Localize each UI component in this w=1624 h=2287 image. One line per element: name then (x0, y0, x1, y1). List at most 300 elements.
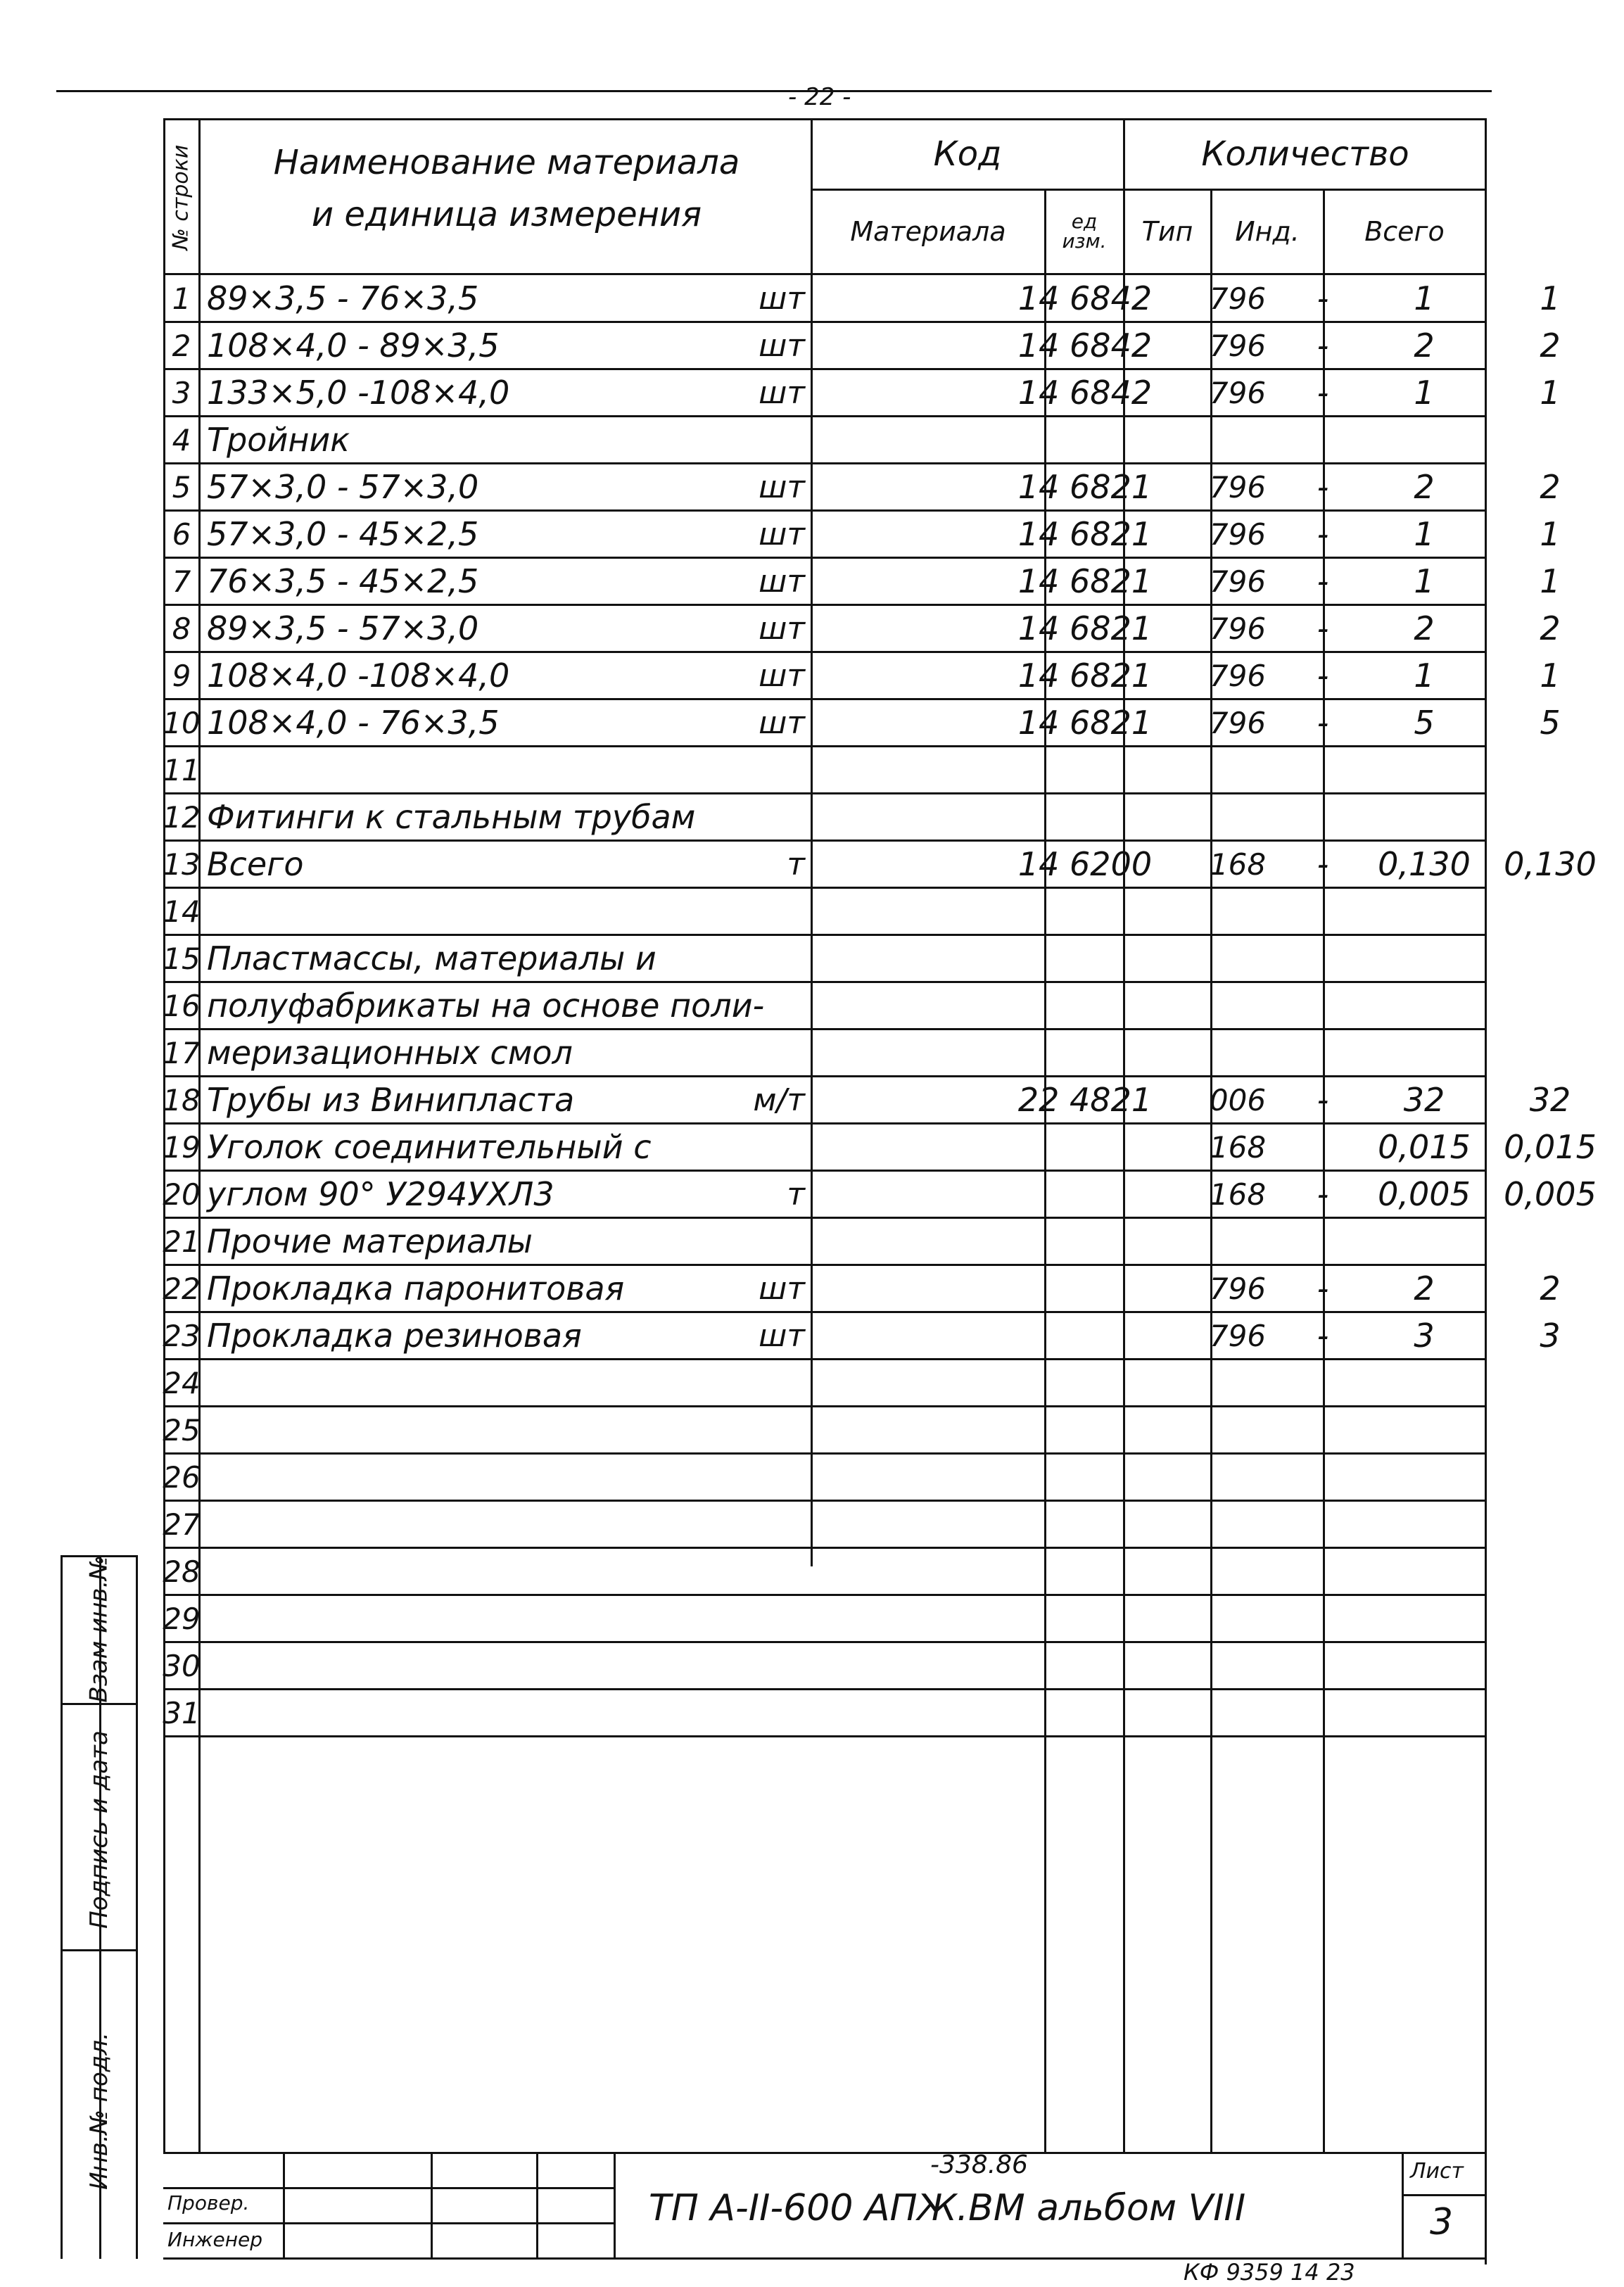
table-row (163, 653, 1561, 700)
checked-label: Провер. (167, 2191, 250, 2215)
material-name: 57×3,0 - 57×3,0 (207, 468, 479, 506)
total-qty: 5 (1540, 704, 1561, 742)
table-row (163, 1313, 1561, 1360)
ind-qty (1368, 1360, 1480, 1405)
type-qty: - (1317, 562, 1329, 600)
unit (712, 1455, 805, 1500)
material-code: 14 6842 (1017, 327, 1153, 365)
material-name: 89×3,5 - 57×3,0 (207, 609, 479, 647)
material-name: 133×5,0 -108×4,0 (207, 374, 510, 412)
table-top-border (163, 118, 1487, 120)
ind-qty: 1 (1414, 657, 1435, 695)
material-name (207, 1407, 960, 1452)
row-number: 1 (172, 281, 191, 316)
row-number: 29 (163, 1601, 201, 1636)
unit-code (1199, 747, 1276, 792)
material-code: 14 6200 (1017, 845, 1153, 883)
material-name: 89×3,5 - 76×3,5 (207, 279, 479, 317)
unit-code: 796 (1209, 375, 1267, 410)
engineer-label: Инженер (167, 2228, 263, 2251)
material-code: 14 6842 (1017, 279, 1153, 317)
type-qty (1281, 1125, 1365, 1170)
unit-code (1199, 794, 1276, 840)
unit-code (1199, 983, 1276, 1028)
row-number: 5 (172, 469, 191, 505)
total-qty: 1 (1540, 657, 1561, 695)
ind-qty: 2 (1414, 468, 1435, 506)
row-number-header: № строки (168, 144, 194, 250)
material-name: 76×3,5 - 45×2,5 (207, 562, 479, 600)
unit: шт (759, 1270, 805, 1307)
total-qty (1476, 1407, 1624, 1452)
ind-qty (1368, 1219, 1480, 1264)
ind-qty: 32 (1403, 1081, 1445, 1119)
ind-qty: 0,005 (1378, 1175, 1471, 1213)
total-qty (1476, 1596, 1624, 1641)
ind-qty: 1 (1414, 515, 1435, 553)
ind-qty (1368, 936, 1480, 981)
material-name: Трубы из Винипласта (207, 1081, 575, 1119)
unit (712, 747, 805, 792)
material-code (974, 1643, 1196, 1688)
row-number: 3 (172, 375, 191, 410)
type-qty (1281, 1407, 1365, 1452)
material-code (974, 1360, 1196, 1405)
unit: шт (759, 657, 805, 694)
table-row (163, 606, 1561, 653)
table-row (163, 1172, 1597, 1219)
unit-code (1199, 1030, 1276, 1075)
unit (712, 794, 805, 840)
material-code (974, 1313, 1196, 1358)
unit-code (1199, 417, 1276, 462)
ind-qty (1368, 417, 1480, 462)
material-name: полуфабрикаты на основе поли- (207, 987, 765, 1025)
unit: шт (759, 563, 805, 600)
unit-code (1199, 1455, 1276, 1500)
material-name: 108×4,0 -108×4,0 (207, 657, 510, 695)
material-name: 57×3,0 - 45×2,5 (207, 515, 479, 553)
row-number: 4 (172, 422, 191, 457)
type-qty: - (1317, 327, 1329, 365)
row-number: 31 (163, 1695, 201, 1730)
row-number: 12 (163, 799, 201, 835)
name-header-line2: и единица измерения (311, 195, 702, 234)
material-code (974, 1172, 1196, 1217)
table-row (163, 1643, 1486, 1690)
type-qty: - (1317, 845, 1329, 883)
unit: шт (759, 610, 805, 647)
material-code (974, 1407, 1196, 1452)
total-qty (1476, 889, 1624, 934)
total-qty: 1 (1540, 279, 1561, 317)
type-header: Тип (1141, 216, 1193, 247)
type-qty: - (1317, 1317, 1329, 1355)
material-code (974, 1549, 1196, 1594)
type-qty (1281, 1219, 1365, 1264)
material-name: Прокладка паронитовая (207, 1269, 625, 1307)
total-qty (1476, 1219, 1624, 1264)
material-name: меризационных смол (207, 1034, 573, 1072)
total-qty (1476, 794, 1624, 840)
sheet-number: 3 (1430, 2201, 1454, 2243)
material-name: Всего (207, 845, 304, 883)
material-name: Пластмассы, материалы и (207, 939, 656, 977)
unit: шт (759, 374, 805, 411)
row-number: 24 (163, 1365, 201, 1400)
table-row (163, 794, 1486, 842)
row-number: 6 (172, 517, 191, 552)
ind-qty: 1 (1414, 279, 1435, 317)
ind-qty (1368, 1643, 1480, 1688)
unit: шт (759, 280, 805, 317)
type-qty (1281, 1690, 1365, 1735)
material-code (974, 1219, 1196, 1264)
unit: шт (759, 704, 805, 741)
material-name: 108×4,0 - 76×3,5 (207, 704, 500, 742)
type-qty: - (1317, 515, 1329, 553)
total-qty: 0,015 (1504, 1128, 1597, 1166)
material-name: 108×4,0 - 89×3,5 (207, 327, 500, 365)
table-row (163, 936, 1486, 983)
unit-code: 006 (1209, 1082, 1267, 1117)
total-header: Всего (1364, 216, 1445, 247)
type-qty: - (1317, 1269, 1329, 1307)
material-code (974, 936, 1196, 981)
material-code (974, 1455, 1196, 1500)
row-number: 19 (163, 1129, 201, 1165)
unit-code (1199, 1502, 1276, 1547)
material-code (974, 417, 1196, 462)
unit (712, 417, 805, 462)
unit-code: 168 (1209, 847, 1267, 882)
table-row (163, 1549, 1486, 1596)
total-qty (1476, 983, 1624, 1028)
type-qty: - (1317, 1081, 1329, 1119)
unit (712, 1502, 805, 1547)
row-number: 10 (163, 705, 201, 740)
material-name (207, 1643, 960, 1688)
total-qty: 3 (1540, 1317, 1561, 1355)
material-code (974, 747, 1196, 792)
type-qty (1281, 794, 1365, 840)
total-qty (1476, 747, 1624, 792)
doc-title: ТП А-II-600 АПЖ.ВМ альбом VIII (649, 2187, 1246, 2229)
unit: шт (759, 327, 805, 364)
ind-qty: 5 (1414, 704, 1435, 742)
type-qty: - (1317, 704, 1329, 742)
material-code (974, 1596, 1196, 1641)
table-row (163, 1125, 1597, 1172)
material-name: углом 90° У294УХЛ3 (207, 1175, 554, 1213)
table-row (163, 1455, 1486, 1502)
table-row (163, 1077, 1571, 1125)
material-name (207, 1502, 960, 1547)
ind-qty: 2 (1414, 609, 1435, 647)
table-row (163, 1360, 1486, 1407)
type-qty (1281, 889, 1365, 934)
ind-qty (1368, 983, 1480, 1028)
total-qty (1476, 1455, 1624, 1500)
total-qty: 2 (1540, 327, 1561, 365)
total-qty (1476, 1549, 1624, 1594)
material-name: Тройник (207, 421, 350, 459)
total-qty: 2 (1540, 609, 1561, 647)
materials-table (163, 276, 1597, 1737)
row-number: 22 (163, 1271, 201, 1306)
total-qty (1476, 417, 1624, 462)
table-row (163, 1502, 1486, 1549)
code-header: Код (933, 134, 1002, 174)
signature-date-label: Подпись и дата (85, 1730, 114, 1929)
material-code (974, 983, 1196, 1028)
type-qty (1281, 1502, 1365, 1547)
row-number: 15 (163, 941, 201, 976)
material-name (207, 747, 960, 792)
row-number: 13 (163, 847, 201, 882)
material-name: Прочие материалы (207, 1222, 533, 1260)
material-name (207, 1596, 960, 1641)
type-qty: - (1317, 657, 1329, 695)
material-code (974, 1030, 1196, 1075)
unit (712, 1030, 805, 1075)
row-number: 20 (163, 1177, 201, 1212)
table-row (163, 1690, 1486, 1737)
row-number: 9 (172, 658, 191, 693)
material-code: 14 6821 (1017, 515, 1153, 553)
ind-qty (1368, 1030, 1480, 1075)
material-name: Фитинги к стальным трубам (207, 798, 696, 836)
doc-code: -338.86 (930, 2150, 1028, 2179)
unit-code (1199, 1360, 1276, 1405)
material-code (974, 1125, 1196, 1170)
material-name (207, 889, 960, 934)
ind-qty: 2 (1414, 327, 1435, 365)
type-qty (1281, 1360, 1365, 1405)
row-number: 2 (172, 328, 191, 363)
page-number: - 22 - (788, 83, 851, 111)
material-code (974, 1502, 1196, 1547)
unit (712, 1407, 805, 1452)
table-row (163, 1030, 1486, 1077)
type-qty: - (1317, 279, 1329, 317)
table-row (163, 983, 1486, 1030)
unit-code (1199, 1596, 1276, 1641)
quantity-header: Количество (1201, 134, 1409, 174)
table-row (163, 889, 1486, 936)
row-number: 7 (172, 564, 191, 599)
total-qty: 2 (1540, 468, 1561, 506)
material-name: Прокладка резиновая (207, 1317, 582, 1355)
unit-code (1199, 1643, 1276, 1688)
unit (712, 1360, 805, 1405)
unit-code (1199, 1407, 1276, 1452)
table-row (163, 1596, 1486, 1643)
total-qty (1476, 1502, 1624, 1547)
table-row (163, 559, 1561, 606)
material-code: 14 6821 (1017, 468, 1153, 506)
unit (712, 1219, 805, 1264)
unit-code: 796 (1209, 658, 1267, 693)
unit (712, 1596, 805, 1641)
top-rule (56, 90, 1492, 92)
row-number: 23 (163, 1318, 201, 1353)
unit-code (1199, 1690, 1276, 1735)
inv-no-label: Инв.№ подл. (85, 2032, 114, 2190)
ind-qty: 1 (1414, 562, 1435, 600)
type-qty (1281, 936, 1365, 981)
row-number: 8 (172, 611, 191, 646)
material-name (207, 1549, 960, 1594)
material-header: Материала (850, 216, 1006, 247)
row-number: 26 (163, 1459, 201, 1495)
ind-qty (1368, 1549, 1480, 1594)
unit (712, 1643, 805, 1688)
ind-qty (1368, 1690, 1480, 1735)
table-row (163, 842, 1597, 889)
material-name: Уголок соединительный с (207, 1128, 652, 1166)
unit-code (1199, 1219, 1276, 1264)
ind-qty (1368, 1502, 1480, 1547)
unit (712, 936, 805, 981)
row-number: 17 (163, 1035, 201, 1070)
ind-qty (1368, 1455, 1480, 1500)
header-bottom-rule (163, 273, 1487, 275)
unit: м/т (753, 1082, 805, 1118)
material-code (974, 794, 1196, 840)
ind-qty: 0,015 (1378, 1128, 1471, 1166)
unit-code: 796 (1209, 469, 1267, 505)
total-qty: 1 (1540, 562, 1561, 600)
total-qty (1476, 1360, 1624, 1405)
row-number: 30 (163, 1648, 201, 1683)
total-qty (1476, 936, 1624, 981)
unit-code: 796 (1209, 564, 1267, 599)
type-qty (1281, 983, 1365, 1028)
ind-qty: 0,130 (1378, 845, 1471, 883)
material-code: 14 6821 (1017, 657, 1153, 695)
unit (712, 1549, 805, 1594)
type-qty (1281, 747, 1365, 792)
material-code (974, 1690, 1196, 1735)
unit-code: 796 (1209, 1271, 1267, 1306)
unit-code: 796 (1209, 517, 1267, 552)
table-row (163, 276, 1561, 323)
unit: шт (759, 469, 805, 505)
table-row (163, 1219, 1486, 1266)
row-number: 14 (163, 894, 201, 929)
material-name (207, 1690, 960, 1735)
ind-qty (1368, 1596, 1480, 1641)
material-code: 22 4821 (1017, 1081, 1153, 1119)
type-qty (1281, 1030, 1365, 1075)
replace-inv-label: Взам инв.№ (85, 1555, 114, 1703)
name-header-line1: Наименование материала (273, 143, 740, 182)
unit: т (787, 1176, 805, 1212)
type-qty (1281, 1455, 1365, 1500)
title-block (163, 2150, 1486, 2286)
material-name (207, 1455, 960, 1500)
row-number: 16 (163, 988, 201, 1023)
table-row (163, 512, 1561, 559)
ind-qty (1368, 1407, 1480, 1452)
material-code (974, 1266, 1196, 1311)
row-number: 18 (163, 1082, 201, 1117)
footer-code: КФ 9359 14 23 (1184, 2259, 1355, 2286)
row-number: 21 (163, 1224, 201, 1259)
sheet-label: Лист (1410, 2159, 1464, 2184)
total-qty: 1 (1540, 374, 1561, 412)
unit (712, 1125, 805, 1170)
row-number: 28 (163, 1554, 201, 1589)
unit (712, 889, 805, 934)
type-qty: - (1317, 468, 1329, 506)
ind-qty (1368, 747, 1480, 792)
table-row (163, 1407, 1486, 1455)
table-row (163, 417, 1486, 464)
total-qty: 2 (1540, 1269, 1561, 1307)
header-mid-rule (811, 189, 1486, 191)
unit-code: 168 (1209, 1129, 1267, 1165)
ind-header: Инд. (1235, 216, 1300, 247)
ind-qty (1368, 794, 1480, 840)
table-row (163, 370, 1561, 417)
type-qty: - (1317, 1175, 1329, 1213)
type-qty (1281, 417, 1365, 462)
material-name (207, 1360, 960, 1405)
ind-qty: 3 (1414, 1317, 1435, 1355)
row-number: 27 (163, 1507, 201, 1542)
total-qty: 0,005 (1504, 1175, 1597, 1213)
material-code (974, 889, 1196, 934)
ind-qty: 2 (1414, 1269, 1435, 1307)
material-code: 14 6821 (1017, 562, 1153, 600)
unit-code (1199, 889, 1276, 934)
unit (712, 1690, 805, 1735)
total-qty (1476, 1643, 1624, 1688)
unit-code: 796 (1209, 328, 1267, 363)
material-code: 14 6842 (1017, 374, 1153, 412)
type-qty (1281, 1643, 1365, 1688)
material-code: 14 6821 (1017, 609, 1153, 647)
side-stamp (61, 1555, 138, 2287)
total-qty: 0,130 (1504, 845, 1597, 883)
unit: шт (759, 1317, 805, 1354)
table-row (163, 1266, 1561, 1313)
unit-code: 796 (1209, 281, 1267, 316)
ind-qty: 1 (1414, 374, 1435, 412)
unit-code: 796 (1209, 611, 1267, 646)
unit-code (1199, 1549, 1276, 1594)
total-qty: 1 (1540, 515, 1561, 553)
unit-code: 168 (1209, 1177, 1267, 1212)
table-row (163, 747, 1486, 794)
unit: т (787, 846, 805, 882)
total-qty (1476, 1030, 1624, 1075)
type-qty: - (1317, 374, 1329, 412)
table-row (163, 323, 1561, 370)
unit-code: 796 (1209, 705, 1267, 740)
row-number: 11 (163, 752, 201, 787)
unit-code: 796 (1209, 1318, 1267, 1353)
unit (712, 983, 805, 1028)
unit-header: ед изм. (1062, 210, 1107, 253)
unit: шт (759, 516, 805, 552)
table-row (163, 700, 1561, 747)
type-qty (1281, 1596, 1365, 1641)
table-row (163, 464, 1561, 512)
type-qty (1281, 1549, 1365, 1594)
